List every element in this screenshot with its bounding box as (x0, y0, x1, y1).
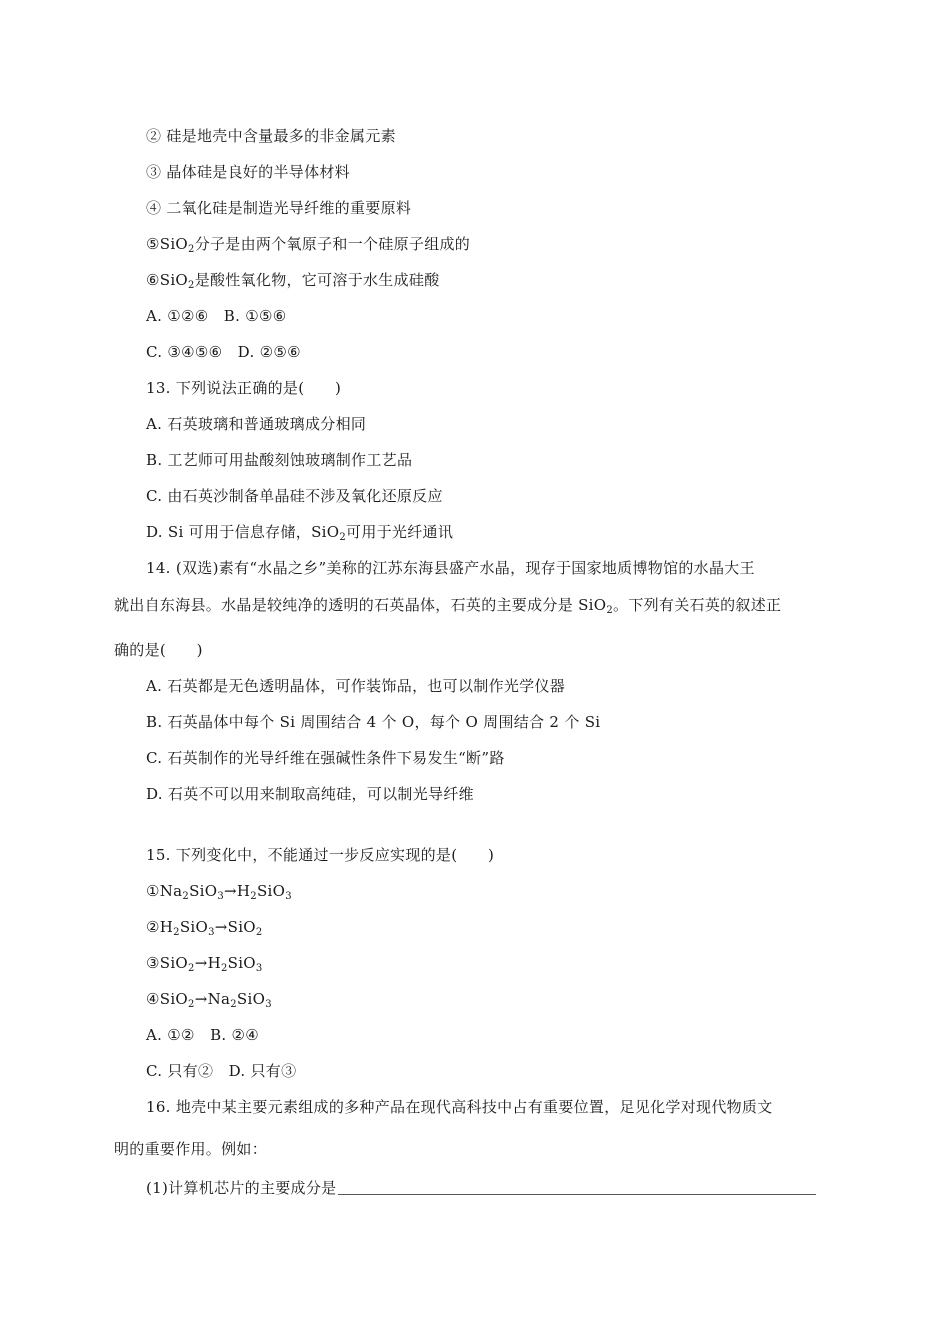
q15-options-ab: A. ①② B. ②④ (146, 1026, 260, 1044)
q12-statement-2: ② 硅是地壳中含量最多的非金属元素 (146, 127, 396, 145)
q13-stem: 13. 下列说法正确的是( ) (146, 379, 342, 397)
q14-option-b: B. 石英晶体中每个 Si 周围结合 4 个 O，每个 O 周围结合 2 个 Si (146, 713, 601, 731)
q12-statement-4: ④ 二氧化硅是制造光导纤维的重要原料 (146, 199, 412, 217)
q14-option-c: C. 石英制作的光导纤维在强碱性条件下易发生“断”路 (146, 749, 505, 767)
q15-stem: 15. 下列变化中，不能通过一步反应实现的是( ) (146, 846, 495, 864)
q16-stem-line-2: 明的重要作用。例如： (114, 1140, 268, 1158)
q14-stem-line-2: 就出自东海县。水晶是较纯净的透明的石英晶体，石英的主要成分是 SiO$_2$。下列有关石英的叙述正 (114, 596, 782, 616)
q16-stem-line-1: 16. 地壳中某主要元素组成的多种产品在现代高科技中占有重要位置，足见化学对现代物质文 (146, 1098, 773, 1116)
q15-reaction-1: $①Na_2SiO_3\to H_2SiO_3$ (146, 882, 292, 902)
q14-stem-line-3: 确的是( ) (114, 641, 203, 659)
q12-statement-5: ⑤SiO$_2$分子是由两个氧原子和一个硅原子组成的 (146, 235, 471, 255)
q15-reaction-4: $④SiO_2\to Na_2SiO_3$ (146, 990, 272, 1010)
q13-option-b: B. 工艺师可用盐酸刻蚀玻璃制作工艺品 (146, 451, 413, 469)
q12-statement-3: ③ 晶体硅是良好的半导体材料 (146, 163, 350, 181)
q14-option-d: D. 石英不可以用来制取高纯硅，可以制光导纤维 (146, 785, 474, 803)
q13-option-c: C. 由石英沙制备单晶硅不涉及氧化还原反应 (146, 487, 443, 505)
q15-options-cd: C. 只有② D. 只有③ (146, 1062, 297, 1080)
q15-reaction-3: $③SiO_2\to H_2SiO_3$ (146, 954, 263, 974)
q12-options-cd: C. ③④⑤⑥ D. ②⑤⑥ (146, 343, 301, 361)
q12-options-ab: A. ①②⑥ B. ①⑤⑥ (146, 307, 287, 325)
q13-option-d: D. Si 可用于信息存储，SiO$_2$可用于光纤通讯 (146, 523, 454, 543)
q12-statement-6: ⑥SiO$_2$是酸性氧化物，它可溶于水生成硅酸 (146, 271, 440, 291)
q16-subquestion-1: (1)计算机芯片的主要成分是 (146, 1178, 816, 1198)
q15-reaction-2: $②H_2SiO_3\to SiO_2$ (146, 918, 263, 938)
q16-answer-blank[interactable] (338, 1178, 816, 1195)
q13-option-a: A. 石英玻璃和普通玻璃成分相同 (146, 415, 367, 433)
q14-stem-line-1: 14. (双选)素有“水晶之乡”美称的江苏东海县盛产水晶，现存于国家地质博物馆的水晶大王 (146, 559, 755, 577)
q14-option-a: A. 石英都是无色透明晶体，可作装饰品，也可以制作光学仪器 (146, 677, 566, 695)
